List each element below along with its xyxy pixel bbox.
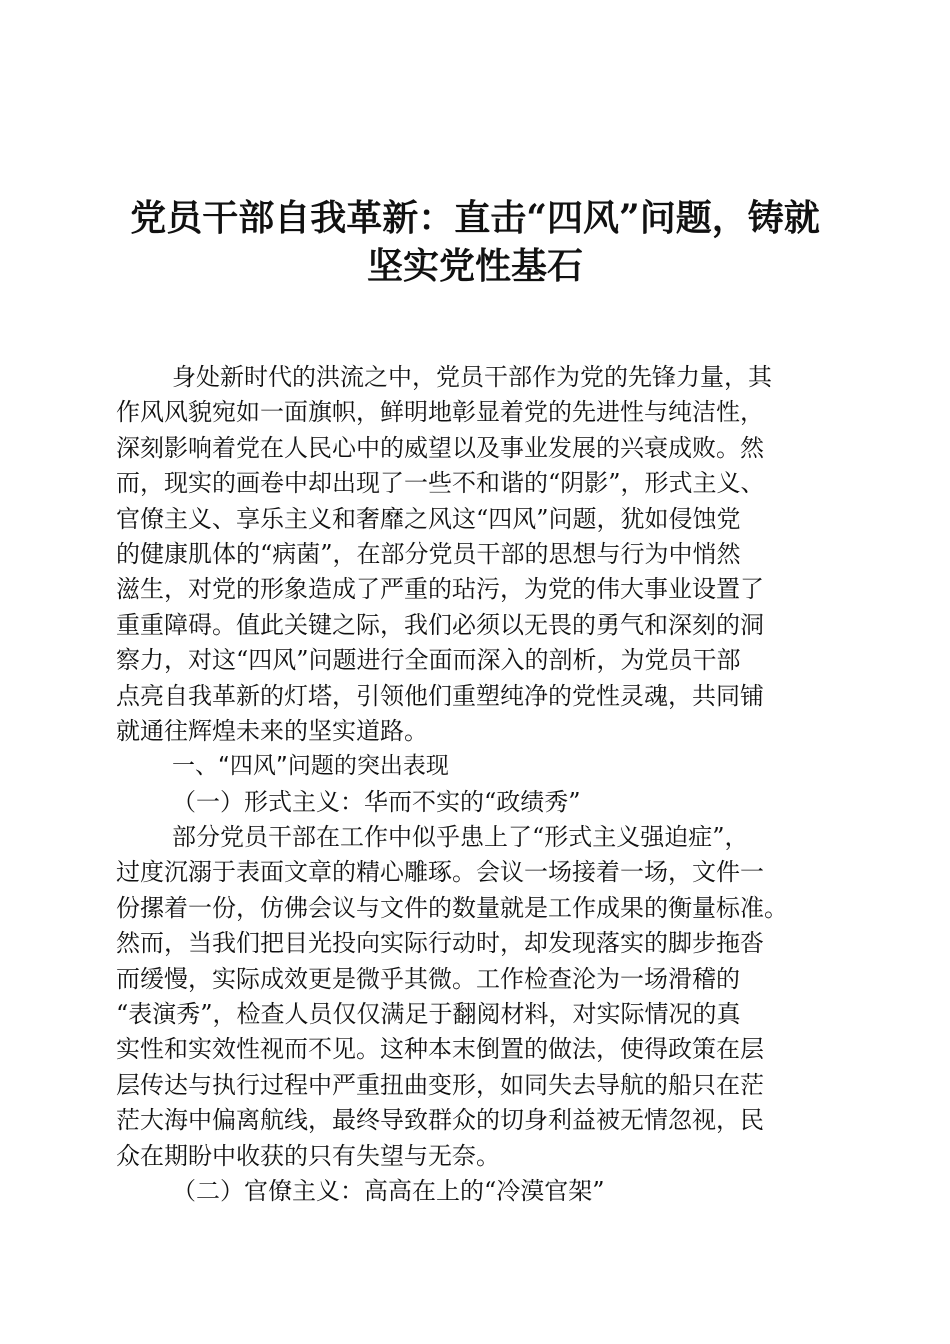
paragraph-line: 份摞着一份，仿佛会议与文件的数量就是工作成果的衡量标准。	[116, 893, 788, 922]
paragraph-line: 重重障碍。值此关键之际，我们必须以无畏的勇气和深刻的洞	[116, 610, 764, 639]
document-title-line-2: 坚实党性基石	[366, 245, 583, 287]
subsection-heading-2: （二）官僚主义：高高在上的“冷漠官架”	[172, 1176, 605, 1205]
paragraph-line: 而，现实的画卷中却出现了一些不和谐的“阴影”，形式主义、	[116, 469, 765, 498]
paragraph-line: 部分党员干部在工作中似乎患上了“形式主义强迫症”，	[172, 823, 749, 852]
section-heading: 一、“四风”问题的突出表现	[172, 753, 449, 780]
paragraph-line: 然而，当我们把目光投向实际行动时，却发现落实的脚步拖沓	[116, 929, 764, 958]
paragraph-line: 实性和实效性视而不见。这种本末倒置的做法，使得政策在层	[116, 1035, 764, 1064]
paragraph-line: 深刻影响着党在人民心中的威望以及事业发展的兴衰成败。然	[116, 433, 764, 462]
paragraph-line: 就通往辉煌未来的坚实道路。	[116, 716, 428, 745]
paragraph-line: 层传达与执行过程中严重扭曲变形，如同失去导航的船只在茫	[116, 1070, 764, 1099]
subsection-heading-1: （一）形式主义：华而不实的“政绩秀”	[172, 787, 581, 816]
paragraph-line: 察力，对这“四风”问题进行全面而深入的剖析，为党员干部	[116, 646, 741, 675]
document-title-line-1: 党员干部自我革新：直击“四风”问题，铸就	[130, 197, 820, 239]
paragraph-line: 的健康肌体的“病菌”，在部分党员干部的思想与行为中悄然	[116, 539, 741, 568]
paragraph-line: 众在期盼中收获的只有失望与无奈。	[116, 1141, 500, 1170]
document-body	[116, 360, 836, 1209]
intro-paragraph	[116, 360, 836, 749]
subsection-1-paragraph	[116, 820, 836, 1174]
paragraph-line: “表演秀”，检查人员仅仅满足于翻阅材料，对实际情况的真	[116, 1000, 741, 1029]
paragraph-line: 而缓慢，实际成效更是微乎其微。工作检查沦为一场滑稽的	[116, 964, 740, 993]
paragraph-line: 滋生，对党的形象造成了严重的玷污，为党的伟大事业设置了	[116, 575, 764, 604]
paragraph-line: 点亮自我革新的灯塔，引领他们重塑纯净的党性灵魂，共同铺	[116, 681, 764, 710]
paragraph-line: 过度沉溺于表面文章的精心雕琢。会议一场接着一场，文件一	[116, 858, 764, 887]
paragraph-line: 身处新时代的洪流之中，党员干部作为党的先锋力量，其	[172, 363, 772, 391]
paragraph-line: 茫大海中偏离航线，最终导致群众的切身利益被无情忽视，民	[116, 1106, 764, 1135]
paragraph-line: 作风风貌宛如一面旗帜，鲜明地彰显着党的先进性与纯洁性，	[116, 398, 764, 427]
paragraph-line: 官僚主义、享乐主义和奢靡之风这“四风”问题，犹如侵蚀党	[116, 504, 741, 533]
